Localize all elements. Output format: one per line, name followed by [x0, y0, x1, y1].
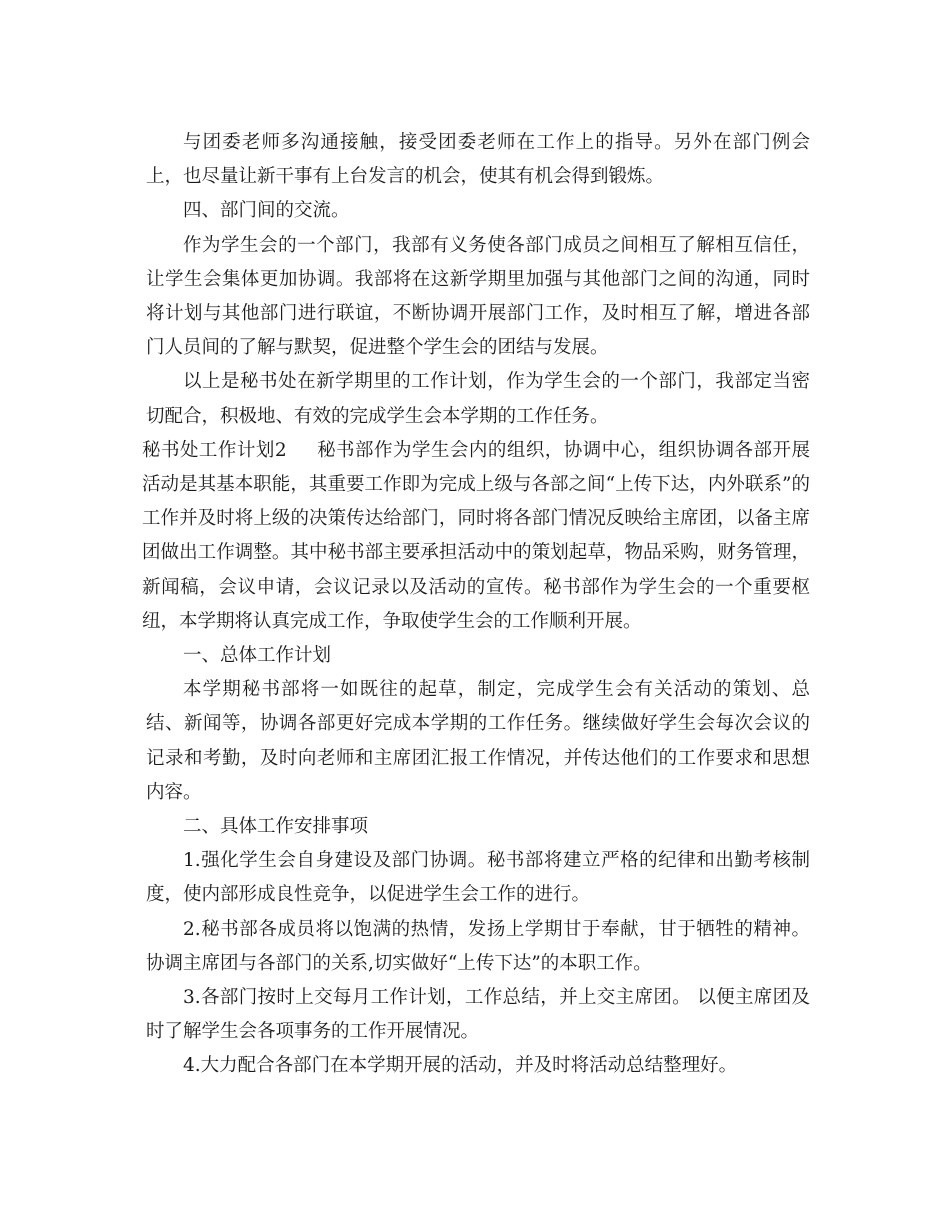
section-heading-2: 二、具体工作安排事项 — [183, 816, 369, 838]
list-item-3: 3.各部门按时上交每月工作计划，工作总结，并上交主席团。 以便主席团及时了解学生会各项事务的工作开展情况。 — [146, 987, 810, 1043]
list-item-4: 4.大力配合各部门在本学期开展的活动，并及时将活动总结整理好。 — [183, 1055, 738, 1077]
paragraph-4: 以上是秘书处在新学期里的工作计划，作为学生会的一个部门，我部定当密切配合，积极地、有效的完成学生会本学期的工作任务。 — [146, 371, 810, 427]
plan-title: 秘书处工作计划2 — [142, 439, 287, 461]
list-item-2: 2.秘书部各成员将以饱满的热情，发扬上学期甘于奉献，甘于牺牲的精神。协调主席团与各部门的关系,切实做好“上传下达”的本职工作。 — [146, 918, 810, 974]
paragraph-1: 与团委老师多沟通接触，接受团委老师在工作上的指导。另外在部门例会上，也尽量让新干事有上台发言的机会，使其有机会得到锻炼。 — [146, 132, 810, 188]
list-item-1: 1.强化学生会自身建设及部门协调。秘书部将建立严格的纪律和出勤考核制度，使内部形成良性竞争，以促进学生会工作的进行。 — [146, 850, 810, 906]
section-heading-4: 四、部门间的交流。 — [183, 200, 350, 222]
paragraph-5-text: 秘书部作为学生会内的组织，协调中心，组织协调各部开展活动是其基本职能，其重要工作即为完成上级与各部之间“上传下达，内外联系”的工作并及时将上级的决策传达给部门，同时将各部门情况反映给主席团，以备主席团做出工作调整。其中秘书部主要承担活动中的策划起草，物品采购，财务管理，新闻稿，会议申请，会议记录以及活动的宣传。秘书部作为学生会的一个重要枢纽，本学期将认真完成工作，争取使学生会的工作顺利开展。 — [142, 439, 810, 632]
paragraph-7: 本学期秘书部将一如既往的起草，制定，完成学生会有关活动的策划、总结、新闻等，协调各部更好完成本学期的工作任务。继续做好学生会每次会议的记录和考勤，及时向老师和主席团汇报工作情况，并传达他们的工作要求和思想内容。 — [146, 679, 810, 803]
section-heading-1: 一、总体工作计划 — [183, 645, 332, 667]
paragraph-5 — [142, 434, 810, 639]
paragraph-3: 作为学生会的一个部门，我部有义务使各部门成员之间相互了解相互信任，让学生会集体更加协调。我部将在这新学期里加强与其他部门之间的沟通，同时将计划与其他部门进行联谊，不断协调开展部门工作，及时相互了解，增进各部门人员间的了解与默契，促进整个学生会的团结与发展。 — [146, 234, 810, 359]
document-body — [142, 126, 810, 1084]
